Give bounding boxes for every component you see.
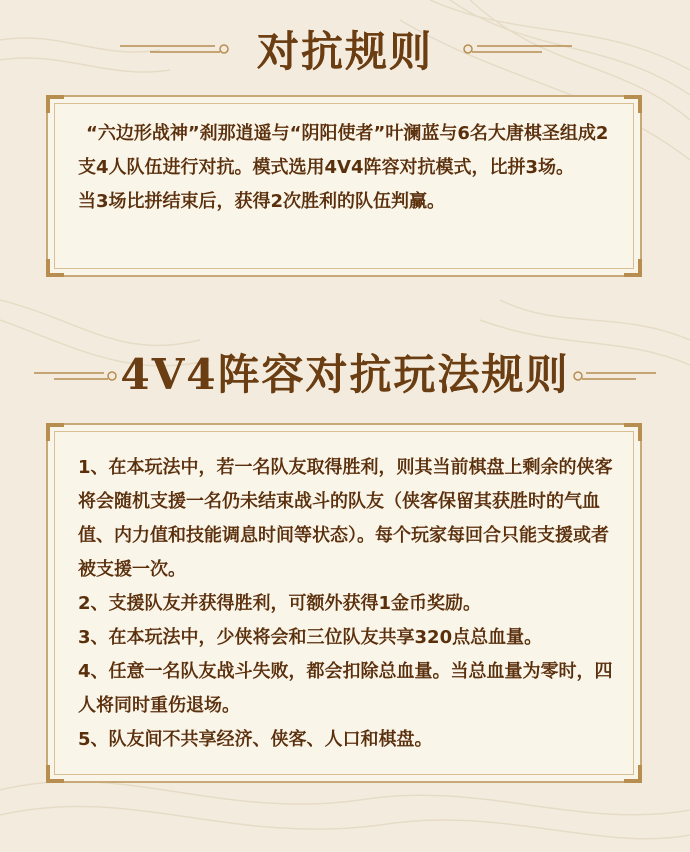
corner-ornament — [624, 423, 642, 441]
corner-ornament — [46, 259, 64, 277]
corner-ornament — [624, 95, 642, 113]
corner-ornament — [46, 765, 64, 783]
rules-paragraph: “六边形战神”刹那逍遥与“阴阳使者”叶澜蓝与6名大唐棋圣组成2支4人队伍进行对抗。模式选用4V4阵容对抗模式，比拼3场。 — [78, 123, 609, 178]
rules-paragraph: 当3场比拼结束后，获得2次胜利的队伍判赢。 — [78, 191, 446, 212]
title-ornament-right — [452, 38, 572, 58]
rule-item: 1、在本玩法中，若一名队友取得胜利，则其当前棋盘上剩余的侠客将会随机支援一名仍未结束战斗的队友（侠客保留其获胜时的气血值、内力值和技能调息时间等状态）。每个玩家每回合只能支援或者被支援一次。 — [78, 457, 613, 580]
4v4-rules-body — [78, 451, 616, 757]
rule-item: 3、在本玩法中，少侠将会和三位队友共享320点总血量。 — [78, 627, 543, 648]
corner-ornament — [624, 765, 642, 783]
section-title-4v4-rules-text: 4V4阵容对抗玩法规则 — [120, 350, 570, 399]
rule-item: 5、队友间不共享经济、侠客、人口和棋盘。 — [78, 729, 433, 750]
section-title-rules — [0, 26, 690, 78]
corner-ornament — [46, 95, 64, 113]
4v4-rules-panel — [46, 423, 642, 783]
rules-body — [78, 117, 616, 219]
title-ornament-right — [566, 364, 656, 386]
corner-ornament — [46, 423, 64, 441]
section-title-rules-text: 对抗规则 — [256, 27, 433, 76]
rules-panel — [46, 95, 642, 277]
rule-item: 2、支援队友并获得胜利，可额外获得1金币奖励。 — [78, 593, 482, 614]
corner-ornament — [624, 259, 642, 277]
rule-item: 4、任意一名队友战斗失败，都会扣除总血量。当总血量为零时，四人将同时重伤退场。 — [78, 661, 613, 716]
